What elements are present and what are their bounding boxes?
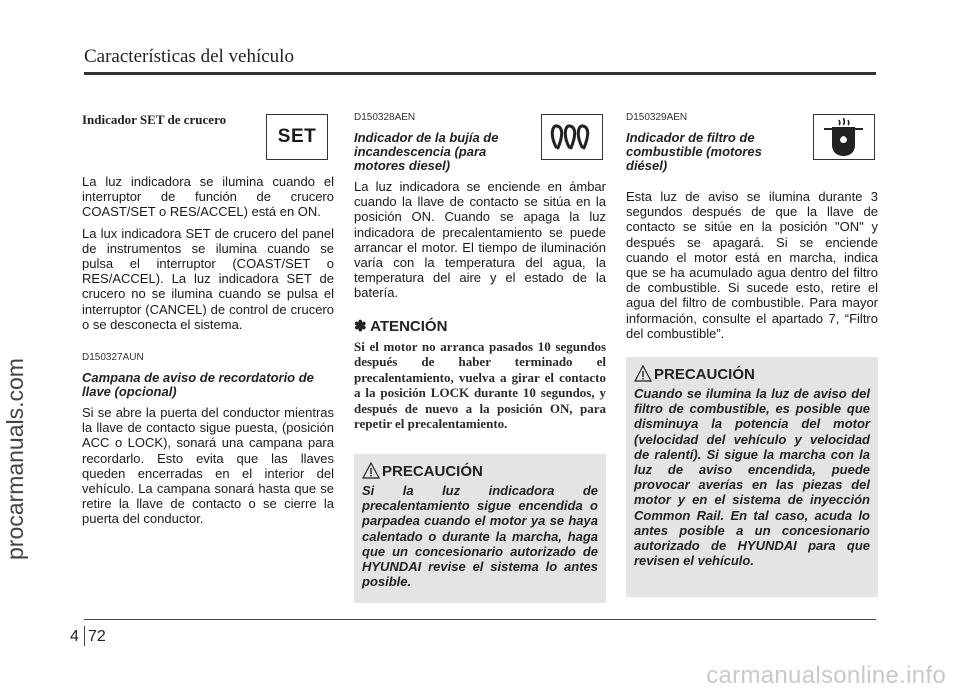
cruise-set-title: Indicador SET de crucero	[82, 112, 227, 127]
set-indicator-label: SET	[277, 126, 317, 147]
glow-plug-code: D150328AEN	[354, 112, 416, 123]
page-header-title: Características del vehículo	[84, 46, 294, 67]
fuel-filter-paragraph: Esta luz de aviso se ilumina durante 3 segundos después de que la llave de contacto se sitúe en la posición "ON" y después se apagará. Si se enciende cuando el motor está en marcha, indica que se ha acumulado agua dentro del filtro de combustible. Si sucede esto, retire el agua del filtro de combustible. Para mayor información, consulte el apartado 7, “Filtro del combustible”.	[626, 189, 878, 341]
warning-triangle-icon	[362, 462, 380, 480]
key-chime-code: D150327AUN	[82, 352, 144, 364]
page-number: 72	[88, 628, 106, 645]
caution-body: Si la luz indicadora de precalentamiento sigue encendida o parpadea cuando el motor ya se haya calentado o durante la marcha, haga que un concesionario autorizado de HYUNDAI revise el sistema lo antes posible.	[362, 483, 598, 590]
cruise-set-paragraph-1: La luz indicadora se ilumina cuando el interruptor de función de crucero COAST/SET o RES/ACCEL) está en ON.	[82, 174, 334, 220]
column-cruise-set	[82, 112, 334, 533]
caution-title: PRECAUCIÓN	[654, 366, 755, 383]
key-chime-paragraph: Si se abre la puerta del conductor mientras la llave de contacto sigue puesta, (posición ACC o LOCK), sonará una campana para recordarlo. Esto evita que las llaves queden encerradas en el interior del vehículo. La campana sonará hasta que se retire la llave de contacto o se cierre la puerta del conductor.	[82, 405, 334, 527]
header-rule	[84, 72, 876, 75]
caution-body: Cuando se ilumina la luz de aviso del filtro de combustible, es posible que disminuya la potencia del motor (velocidad del vehículo y velocidad de ralentí). Si sigue la marcha con la luz de aviso encendida, puede provocar averías en las piezas del motor y en el sistema de inyección Common Rail. En tal caso, acuda lo antes posible a un concesionario autorizado de HYUNDAI para que revisen el vehículo.	[634, 386, 870, 569]
footer-rule	[84, 619, 876, 620]
atencion-body: Si el motor no arranca pasados 10 segundos después de haber terminado el precalentamiento, vuelva a girar el contacto a la posición LOCK durante 10 segundos, y después de nuevo a la posición ON, para repetir el precalentamiento.	[354, 338, 606, 432]
caution-title: PRECAUCIÓN	[382, 463, 483, 480]
glow-plug-subtitle: Indicador de la bujía de incandescencia (para motores diesel)	[354, 130, 499, 173]
section-number: 4	[70, 628, 79, 645]
page-number-separator	[84, 626, 85, 646]
bottom-watermark: carmanualsonline.info	[706, 662, 946, 689]
fuel-filter-code: D150329AEN	[626, 112, 688, 123]
glow-plug-paragraph: La luz indicadora se enciende en ámbar cuando la llave de contacto se sitúa en la posición ON. Cuando se apaga la luz indicadora de precalentamiento se puede arrancar el motor. El tiempo de iluminación varía con la temperatura del agua, la temperatura del aire y el estado de la batería.	[354, 179, 606, 301]
atencion-title: ✽ ATENCIÓN	[354, 317, 448, 335]
fuel-filter-icon	[813, 114, 875, 160]
caution-box-glow-plug	[354, 454, 606, 603]
fuel-filter-subtitle: Indicador de filtro de combustible (motores diésel)	[626, 130, 762, 173]
glow-plug-icon	[541, 114, 603, 160]
warning-triangle-icon	[634, 365, 652, 383]
side-watermark: procarmanuals.com	[2, 358, 28, 560]
cruise-set-paragraph-2: La lux indicadora SET de crucero del panel de instrumentos se ilumina cuando se pulsa el interruptor (COAST/SET o RES/ACCEL). La luz indicadora SET de crucero no se ilumina cuando se pulsa el interruptor (CANCEL) de control de crucero o se desconecta el sistema.	[82, 225, 334, 332]
key-chime-subtitle: Campana de aviso de recordatorio de llave (opcional)	[82, 370, 314, 400]
set-indicator-icon	[266, 114, 328, 160]
caution-box-fuel-filter	[626, 357, 878, 597]
